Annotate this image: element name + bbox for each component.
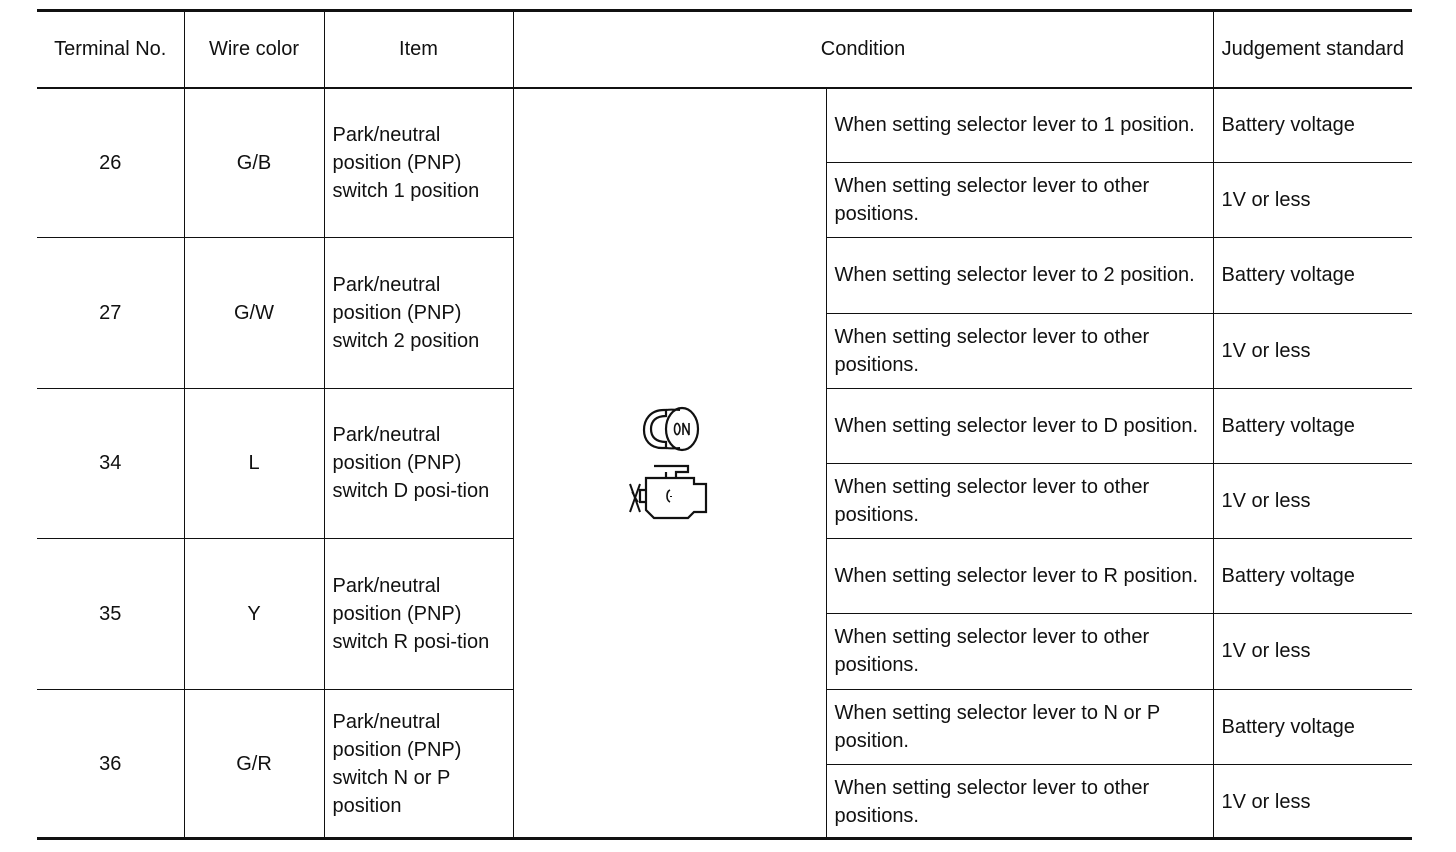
terminal-cell: 36 [37, 689, 184, 840]
judgement-cell: Battery voltage [1213, 388, 1412, 463]
table-bottom-rule [37, 837, 1412, 840]
condition-cell: When setting selector lever to D position. [826, 388, 1213, 463]
condition-cell: When setting selector lever to other positions. [826, 614, 1213, 689]
wire-color-cell: L [184, 388, 324, 538]
table-row [37, 88, 1412, 163]
header-terminal: Terminal No. [37, 12, 184, 88]
condition-icons [626, 404, 714, 524]
judgement-cell: 1V or less [1213, 163, 1412, 238]
condition-cell: When setting selector lever to other positions. [826, 463, 1213, 538]
item-cell: Park/neutral position (PNP) switch R posi-tion [324, 539, 513, 689]
ignition-on-icon [638, 404, 702, 454]
item-cell: Park/neutral position (PNP) switch D posi-tion [324, 388, 513, 538]
condition-cell: When setting selector lever to other positions. [826, 764, 1213, 839]
condition-cell: When setting selector lever to 1 position. [826, 88, 1213, 163]
header-judgement: Judgement standard [1213, 12, 1412, 88]
judgement-cell: Battery voltage [1213, 88, 1412, 163]
judgement-cell: Battery voltage [1213, 539, 1412, 614]
condition-cell: When setting selector lever to other positions. [826, 313, 1213, 388]
judgement-cell: 1V or less [1213, 463, 1412, 538]
wire-color-cell: Y [184, 539, 324, 689]
engine-running-icon [626, 462, 714, 524]
terminal-cell: 27 [37, 238, 184, 388]
terminal-cell: 34 [37, 388, 184, 538]
terminal-spec-table [37, 11, 1412, 840]
judgement-cell: 1V or less [1213, 614, 1412, 689]
header-condition: Condition [513, 12, 1213, 88]
judgement-cell: 1V or less [1213, 313, 1412, 388]
condition-icons-cell [513, 88, 826, 840]
judgement-cell: 1V or less [1213, 764, 1412, 839]
condition-cell: When setting selector lever to other positions. [826, 163, 1213, 238]
condition-cell: When setting selector lever to 2 position. [826, 238, 1213, 313]
judgement-cell: Battery voltage [1213, 689, 1412, 764]
condition-cell: When setting selector lever to N or P position. [826, 689, 1213, 764]
terminal-cell: 35 [37, 539, 184, 689]
header-item: Item [324, 12, 513, 88]
item-cell: Park/neutral position (PNP) switch 1 position [324, 88, 513, 238]
judgement-cell: Battery voltage [1213, 238, 1412, 313]
terminal-cell: 26 [37, 88, 184, 238]
wire-color-cell: G/R [184, 689, 324, 840]
wire-color-cell: G/B [184, 88, 324, 238]
item-cell: Park/neutral position (PNP) switch N or P position [324, 689, 513, 840]
wire-color-cell: G/W [184, 238, 324, 388]
item-cell: Park/neutral position (PNP) switch 2 position [324, 238, 513, 388]
header-wire-color: Wire color [184, 12, 324, 88]
header-row [37, 12, 1412, 88]
condition-cell: When setting selector lever to R position. [826, 539, 1213, 614]
